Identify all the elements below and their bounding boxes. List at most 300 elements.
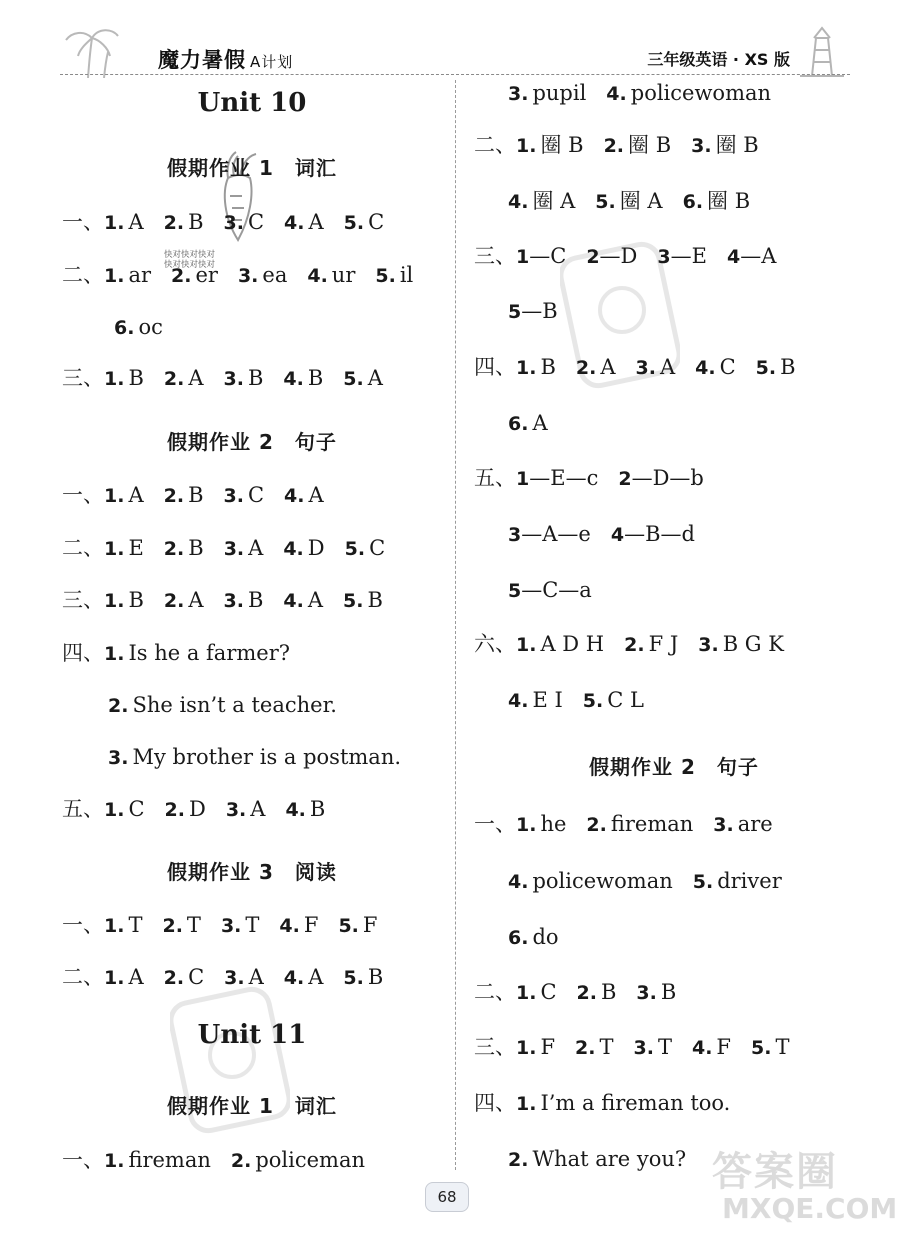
answer-item bbox=[231, 1148, 365, 1172]
answer-line bbox=[62, 796, 345, 823]
answer-item bbox=[508, 299, 558, 323]
answer-item bbox=[164, 965, 205, 989]
item-answer: Is he a farmer? bbox=[128, 641, 290, 665]
item-number: 5. bbox=[344, 538, 366, 560]
item-number: 4. bbox=[283, 368, 304, 390]
item-number: 1. bbox=[104, 799, 125, 821]
answer-item bbox=[104, 641, 290, 665]
item-answer: D bbox=[307, 536, 325, 560]
answer-item bbox=[516, 466, 598, 490]
item-answer: C bbox=[128, 797, 145, 821]
item-number: 4. bbox=[283, 967, 305, 989]
item-number: 1 bbox=[516, 468, 530, 490]
item-answer: B bbox=[367, 588, 383, 612]
question-prefix: 四、 bbox=[474, 355, 516, 379]
item-number: 5. bbox=[751, 1037, 772, 1059]
item-answer: —E bbox=[670, 244, 707, 268]
answer-line bbox=[474, 188, 770, 215]
item-number: 1. bbox=[104, 212, 125, 234]
answer-line bbox=[474, 521, 715, 548]
answer-line bbox=[474, 80, 791, 107]
item-number: 5. bbox=[343, 212, 365, 234]
item-answer: 圈 B bbox=[628, 133, 672, 157]
item-answer: A bbox=[600, 355, 616, 379]
item-number: 2 bbox=[586, 246, 600, 268]
answer-item bbox=[104, 366, 144, 390]
answer-line bbox=[62, 262, 433, 289]
answer-item bbox=[283, 536, 324, 560]
answer-line bbox=[474, 811, 793, 838]
answer-item bbox=[221, 913, 259, 937]
answer-item bbox=[279, 913, 318, 937]
answer-item bbox=[171, 263, 218, 287]
item-answer: A bbox=[250, 797, 266, 821]
item-number: 2. bbox=[603, 135, 625, 157]
section-heading: 假期作业 1 词汇 bbox=[167, 1094, 337, 1118]
answer-item bbox=[285, 797, 325, 821]
brand-title: 魔力暑假 A计划 bbox=[158, 48, 294, 72]
question-prefix: 一、 bbox=[62, 913, 104, 937]
item-answer: oc bbox=[138, 315, 163, 339]
item-number: 1. bbox=[516, 814, 537, 836]
item-number: 3. bbox=[633, 1037, 654, 1059]
question-prefix: 六、 bbox=[474, 632, 516, 656]
item-answer: F bbox=[362, 913, 378, 937]
item-answer: F bbox=[303, 913, 319, 937]
stamp-text: 快对快对快对 快对快对快对 bbox=[164, 250, 216, 270]
item-number: 3. bbox=[636, 982, 657, 1004]
item-answer: C bbox=[369, 536, 386, 560]
answer-item bbox=[692, 1035, 731, 1059]
item-answer: T bbox=[245, 913, 260, 937]
answer-item bbox=[727, 244, 776, 268]
item-answer: A bbox=[128, 965, 144, 989]
answer-item bbox=[636, 980, 676, 1004]
answer-line bbox=[474, 979, 696, 1006]
item-number: 3 bbox=[657, 246, 671, 268]
item-answer: ur bbox=[331, 263, 356, 287]
answer-item bbox=[611, 522, 695, 546]
item-number: 1. bbox=[516, 135, 537, 157]
answer-line bbox=[474, 868, 802, 895]
item-number: 2. bbox=[624, 634, 645, 656]
item-answer: —D—b bbox=[631, 466, 704, 490]
answer-item bbox=[284, 483, 324, 507]
answer-line bbox=[62, 314, 183, 341]
answer-item bbox=[224, 366, 264, 390]
answer-item bbox=[693, 869, 782, 893]
question-prefix: 五、 bbox=[62, 797, 104, 821]
item-number: 3. bbox=[698, 634, 719, 656]
answer-item bbox=[104, 913, 142, 937]
item-number: 3. bbox=[224, 967, 245, 989]
item-number: 5. bbox=[343, 368, 364, 390]
answer-item bbox=[618, 466, 704, 490]
item-number: 2. bbox=[163, 368, 185, 390]
question-prefix: 二、 bbox=[474, 133, 516, 157]
item-answer: A D H bbox=[540, 632, 605, 656]
answer-line bbox=[474, 132, 779, 159]
item-number: 2. bbox=[162, 915, 183, 937]
item-number: 1. bbox=[104, 368, 125, 390]
item-answer: D bbox=[188, 797, 206, 821]
answer-item bbox=[307, 263, 355, 287]
item-answer: T bbox=[128, 913, 143, 937]
item-answer: A bbox=[307, 588, 324, 612]
item-answer: he bbox=[540, 812, 567, 836]
answer-item bbox=[283, 588, 323, 612]
question-prefix: 四、 bbox=[474, 1091, 516, 1115]
answer-item bbox=[108, 693, 337, 717]
item-answer: A bbox=[659, 355, 676, 379]
item-number: 4. bbox=[307, 265, 328, 287]
item-answer: My brother is a postman. bbox=[132, 745, 402, 769]
item-number: 6. bbox=[114, 317, 135, 339]
item-answer: B bbox=[188, 483, 204, 507]
item-number: 2 bbox=[618, 468, 632, 490]
question-prefix: 三、 bbox=[474, 1035, 516, 1059]
item-answer: B G K bbox=[722, 632, 784, 656]
header-divider bbox=[60, 74, 850, 75]
item-answer: C bbox=[368, 210, 385, 234]
page-number: 68 bbox=[425, 1182, 469, 1212]
item-answer: 圈 A bbox=[532, 189, 576, 213]
question-prefix: 三、 bbox=[62, 588, 104, 612]
answer-line bbox=[474, 687, 664, 714]
item-number: 4. bbox=[279, 915, 300, 937]
item-answer: —B—d bbox=[624, 522, 695, 546]
item-answer: A bbox=[367, 366, 383, 390]
item-number: 3. bbox=[223, 212, 244, 234]
item-number: 2. bbox=[108, 695, 129, 717]
answer-item bbox=[516, 632, 604, 656]
palm-tree-icon bbox=[58, 24, 124, 78]
item-number: 2. bbox=[164, 799, 185, 821]
item-answer: il bbox=[399, 263, 414, 287]
answer-item bbox=[224, 965, 264, 989]
item-number: 3 bbox=[508, 524, 522, 546]
answer-item bbox=[604, 133, 672, 157]
answer-item bbox=[516, 1091, 730, 1115]
item-answer: C bbox=[540, 980, 557, 1004]
answer-item bbox=[586, 812, 693, 836]
answer-line bbox=[62, 744, 421, 771]
item-answer: B bbox=[247, 366, 264, 390]
item-answer: 圈 B bbox=[540, 133, 584, 157]
item-number: 3. bbox=[220, 915, 242, 937]
answer-item bbox=[751, 1035, 789, 1059]
answer-item bbox=[104, 1148, 211, 1172]
answer-line bbox=[474, 298, 578, 325]
item-answer: B bbox=[367, 965, 384, 989]
item-number: 2. bbox=[163, 212, 185, 234]
item-number: 4. bbox=[508, 871, 529, 893]
item-number: 4 bbox=[610, 524, 625, 546]
item-answer: B bbox=[540, 355, 556, 379]
answer-item bbox=[586, 244, 637, 268]
answer-item bbox=[283, 366, 323, 390]
answer-item bbox=[164, 210, 204, 234]
item-answer: A bbox=[308, 210, 324, 234]
item-number: 3. bbox=[223, 538, 245, 560]
answer-line bbox=[474, 243, 796, 270]
answer-item bbox=[343, 366, 383, 390]
item-answer: do bbox=[532, 925, 559, 949]
item-answer: er bbox=[195, 263, 218, 287]
answer-line bbox=[62, 640, 310, 667]
unit-11-heading: Unit 11 bbox=[197, 1020, 307, 1050]
item-number: 3. bbox=[223, 368, 244, 390]
answer-line bbox=[474, 577, 612, 604]
item-answer: —A—e bbox=[521, 522, 591, 546]
item-answer: 圈 B bbox=[715, 133, 759, 157]
item-number: 6. bbox=[508, 413, 529, 435]
answer-item bbox=[224, 588, 264, 612]
answer-item bbox=[756, 355, 796, 379]
answer-item bbox=[114, 315, 163, 339]
answer-line bbox=[62, 587, 403, 614]
answer-item bbox=[698, 632, 784, 656]
item-answer: B bbox=[188, 210, 204, 234]
item-number: 3. bbox=[223, 590, 244, 612]
item-answer: A bbox=[128, 483, 144, 507]
question-prefix: 三、 bbox=[62, 366, 104, 390]
item-number: 2. bbox=[163, 538, 185, 560]
item-answer: —C bbox=[529, 244, 567, 268]
item-answer: A bbox=[188, 366, 204, 390]
answer-item bbox=[576, 355, 616, 379]
answer-line bbox=[62, 692, 357, 719]
answer-item bbox=[104, 263, 151, 287]
question-prefix: 二、 bbox=[62, 536, 104, 560]
item-number: 3. bbox=[713, 814, 734, 836]
answer-item bbox=[695, 355, 736, 379]
item-answer: F bbox=[540, 1035, 556, 1059]
item-number: 2. bbox=[575, 357, 597, 379]
answer-item bbox=[508, 522, 591, 546]
item-answer: 圈 B bbox=[707, 189, 751, 213]
answer-item bbox=[345, 536, 386, 560]
item-number: 2. bbox=[163, 485, 185, 507]
answer-item bbox=[516, 133, 584, 157]
item-answer: B bbox=[188, 536, 204, 560]
answer-item bbox=[162, 913, 200, 937]
answer-item bbox=[224, 483, 265, 507]
item-number: 3. bbox=[237, 265, 259, 287]
item-answer: policewoman bbox=[532, 869, 673, 893]
watermark-site: MXQE.COM bbox=[722, 1192, 898, 1225]
answer-item bbox=[104, 210, 144, 234]
column-divider bbox=[455, 80, 456, 1170]
item-number: 5. bbox=[582, 690, 604, 712]
item-answer: B bbox=[780, 355, 796, 379]
brand-subtitle: A计划 bbox=[250, 53, 294, 71]
answer-line bbox=[62, 964, 403, 991]
item-answer: B bbox=[247, 588, 264, 612]
answer-item bbox=[606, 81, 771, 105]
item-number: 1. bbox=[104, 915, 125, 937]
answer-item bbox=[104, 965, 144, 989]
answer-line bbox=[62, 209, 404, 236]
item-answer: C L bbox=[607, 688, 644, 712]
answer-item bbox=[577, 980, 617, 1004]
item-number: 3. bbox=[691, 135, 712, 157]
item-number: 4. bbox=[508, 690, 529, 712]
item-number: 3. bbox=[635, 357, 656, 379]
answer-line bbox=[474, 1090, 750, 1117]
item-answer: B bbox=[128, 366, 144, 390]
item-answer: I’m a fireman too. bbox=[540, 1091, 731, 1115]
item-answer: B bbox=[307, 366, 324, 390]
item-answer: B bbox=[600, 980, 617, 1004]
item-number: 4. bbox=[606, 83, 627, 105]
item-answer: A bbox=[188, 588, 204, 612]
item-answer: pupil bbox=[532, 81, 587, 105]
item-number: 6. bbox=[508, 927, 529, 949]
grade-label: 三年级英语 · XS 版 bbox=[647, 50, 790, 69]
answer-item bbox=[226, 797, 266, 821]
section-heading: 假期作业 2 句子 bbox=[167, 430, 337, 454]
answer-item bbox=[343, 588, 383, 612]
item-answer: C bbox=[247, 483, 265, 507]
answer-item bbox=[108, 745, 401, 769]
item-number: 5. bbox=[338, 915, 359, 937]
item-number: 1. bbox=[104, 538, 125, 560]
answer-item bbox=[575, 1035, 613, 1059]
item-number: 5. bbox=[343, 590, 364, 612]
item-answer: E I bbox=[532, 688, 563, 712]
answer-item bbox=[657, 244, 707, 268]
item-number: 4. bbox=[284, 485, 305, 507]
item-answer: F bbox=[716, 1035, 731, 1059]
item-number: 6. bbox=[682, 191, 704, 213]
answer-item bbox=[691, 133, 759, 157]
item-number: 2. bbox=[586, 814, 607, 836]
item-number: 4. bbox=[695, 357, 716, 379]
item-answer: T bbox=[657, 1035, 672, 1059]
item-answer: policewoman bbox=[630, 81, 772, 105]
item-answer: 圈 A bbox=[619, 189, 663, 213]
item-answer: policeman bbox=[255, 1148, 366, 1172]
section-heading: 假期作业 2 句子 bbox=[589, 755, 759, 779]
lighthouse-icon bbox=[794, 20, 850, 78]
question-prefix: 二、 bbox=[62, 263, 104, 287]
item-answer: E bbox=[128, 536, 144, 560]
question-prefix: 一、 bbox=[62, 210, 104, 234]
answer-line bbox=[474, 1146, 706, 1173]
item-answer: A bbox=[128, 210, 144, 234]
item-number: 5. bbox=[375, 265, 396, 287]
answer-line bbox=[474, 1034, 809, 1061]
answer-item bbox=[284, 210, 324, 234]
item-answer: —E—c bbox=[529, 466, 599, 490]
item-answer: ar bbox=[128, 263, 152, 287]
item-answer: —A bbox=[740, 244, 777, 268]
item-answer: A bbox=[532, 411, 548, 435]
item-number: 5. bbox=[692, 871, 714, 893]
answer-line bbox=[62, 535, 405, 562]
item-number: 1. bbox=[516, 357, 537, 379]
item-answer: B bbox=[309, 797, 326, 821]
item-number: 4 bbox=[726, 246, 741, 268]
answer-item bbox=[164, 366, 204, 390]
item-answer: —D bbox=[599, 244, 638, 268]
item-number: 1. bbox=[104, 485, 125, 507]
answer-item bbox=[338, 913, 377, 937]
item-answer: T bbox=[599, 1035, 614, 1059]
question-prefix: 五、 bbox=[474, 466, 516, 490]
question-prefix: 二、 bbox=[62, 965, 104, 989]
item-number: 1 bbox=[516, 246, 530, 268]
item-number: 3. bbox=[108, 747, 129, 769]
answer-item bbox=[104, 536, 144, 560]
item-number: 4. bbox=[508, 191, 529, 213]
item-number: 1. bbox=[104, 265, 125, 287]
item-answer: C bbox=[719, 355, 736, 379]
question-prefix: 一、 bbox=[62, 1148, 104, 1172]
answer-item bbox=[508, 1147, 686, 1171]
answer-item bbox=[224, 210, 265, 234]
answer-item bbox=[238, 263, 287, 287]
item-number: 4. bbox=[284, 212, 305, 234]
item-number: 5 bbox=[508, 301, 522, 323]
item-answer: are bbox=[737, 812, 773, 836]
item-answer: fireman bbox=[128, 1148, 211, 1172]
answer-item bbox=[164, 536, 204, 560]
item-number: 2. bbox=[163, 590, 185, 612]
page-header bbox=[0, 0, 900, 80]
item-number: 4. bbox=[691, 1037, 713, 1059]
answer-item bbox=[508, 688, 563, 712]
item-number: 2. bbox=[230, 1150, 252, 1172]
item-number: 1. bbox=[516, 1093, 537, 1115]
item-number: 2. bbox=[575, 1037, 596, 1059]
item-answer: A bbox=[248, 965, 264, 989]
answer-line bbox=[62, 912, 397, 939]
answer-item bbox=[165, 797, 206, 821]
answer-item bbox=[164, 483, 204, 507]
answer-item bbox=[344, 210, 385, 234]
answer-item bbox=[508, 81, 586, 105]
watermark-mark: 答案圈 bbox=[712, 1149, 838, 1195]
item-number: 4. bbox=[283, 538, 304, 560]
item-number: 4. bbox=[285, 799, 306, 821]
answer-line bbox=[474, 465, 724, 492]
item-number: 3. bbox=[508, 83, 529, 105]
unit-10-heading: Unit 10 bbox=[197, 88, 307, 118]
item-number: 2. bbox=[171, 265, 192, 287]
section-heading: 假期作业 3 阅读 bbox=[167, 860, 337, 884]
answer-item bbox=[516, 1035, 555, 1059]
item-answer: T bbox=[775, 1035, 790, 1059]
item-number: 1. bbox=[516, 1037, 537, 1059]
item-number: 5. bbox=[595, 191, 616, 213]
item-number: 1. bbox=[104, 967, 125, 989]
question-prefix: 三、 bbox=[474, 244, 516, 268]
answer-item bbox=[508, 578, 592, 602]
item-number: 4. bbox=[283, 590, 304, 612]
item-number: 2. bbox=[576, 982, 597, 1004]
answer-line bbox=[474, 631, 804, 658]
answer-line bbox=[474, 410, 568, 437]
item-number: 5 bbox=[508, 580, 522, 602]
answer-item bbox=[595, 189, 662, 213]
item-answer: driver bbox=[717, 869, 782, 893]
item-answer: A bbox=[308, 483, 324, 507]
section-heading: 假期作业 1 词汇 bbox=[167, 156, 337, 180]
item-number: 1. bbox=[104, 643, 125, 665]
answer-item bbox=[104, 588, 144, 612]
